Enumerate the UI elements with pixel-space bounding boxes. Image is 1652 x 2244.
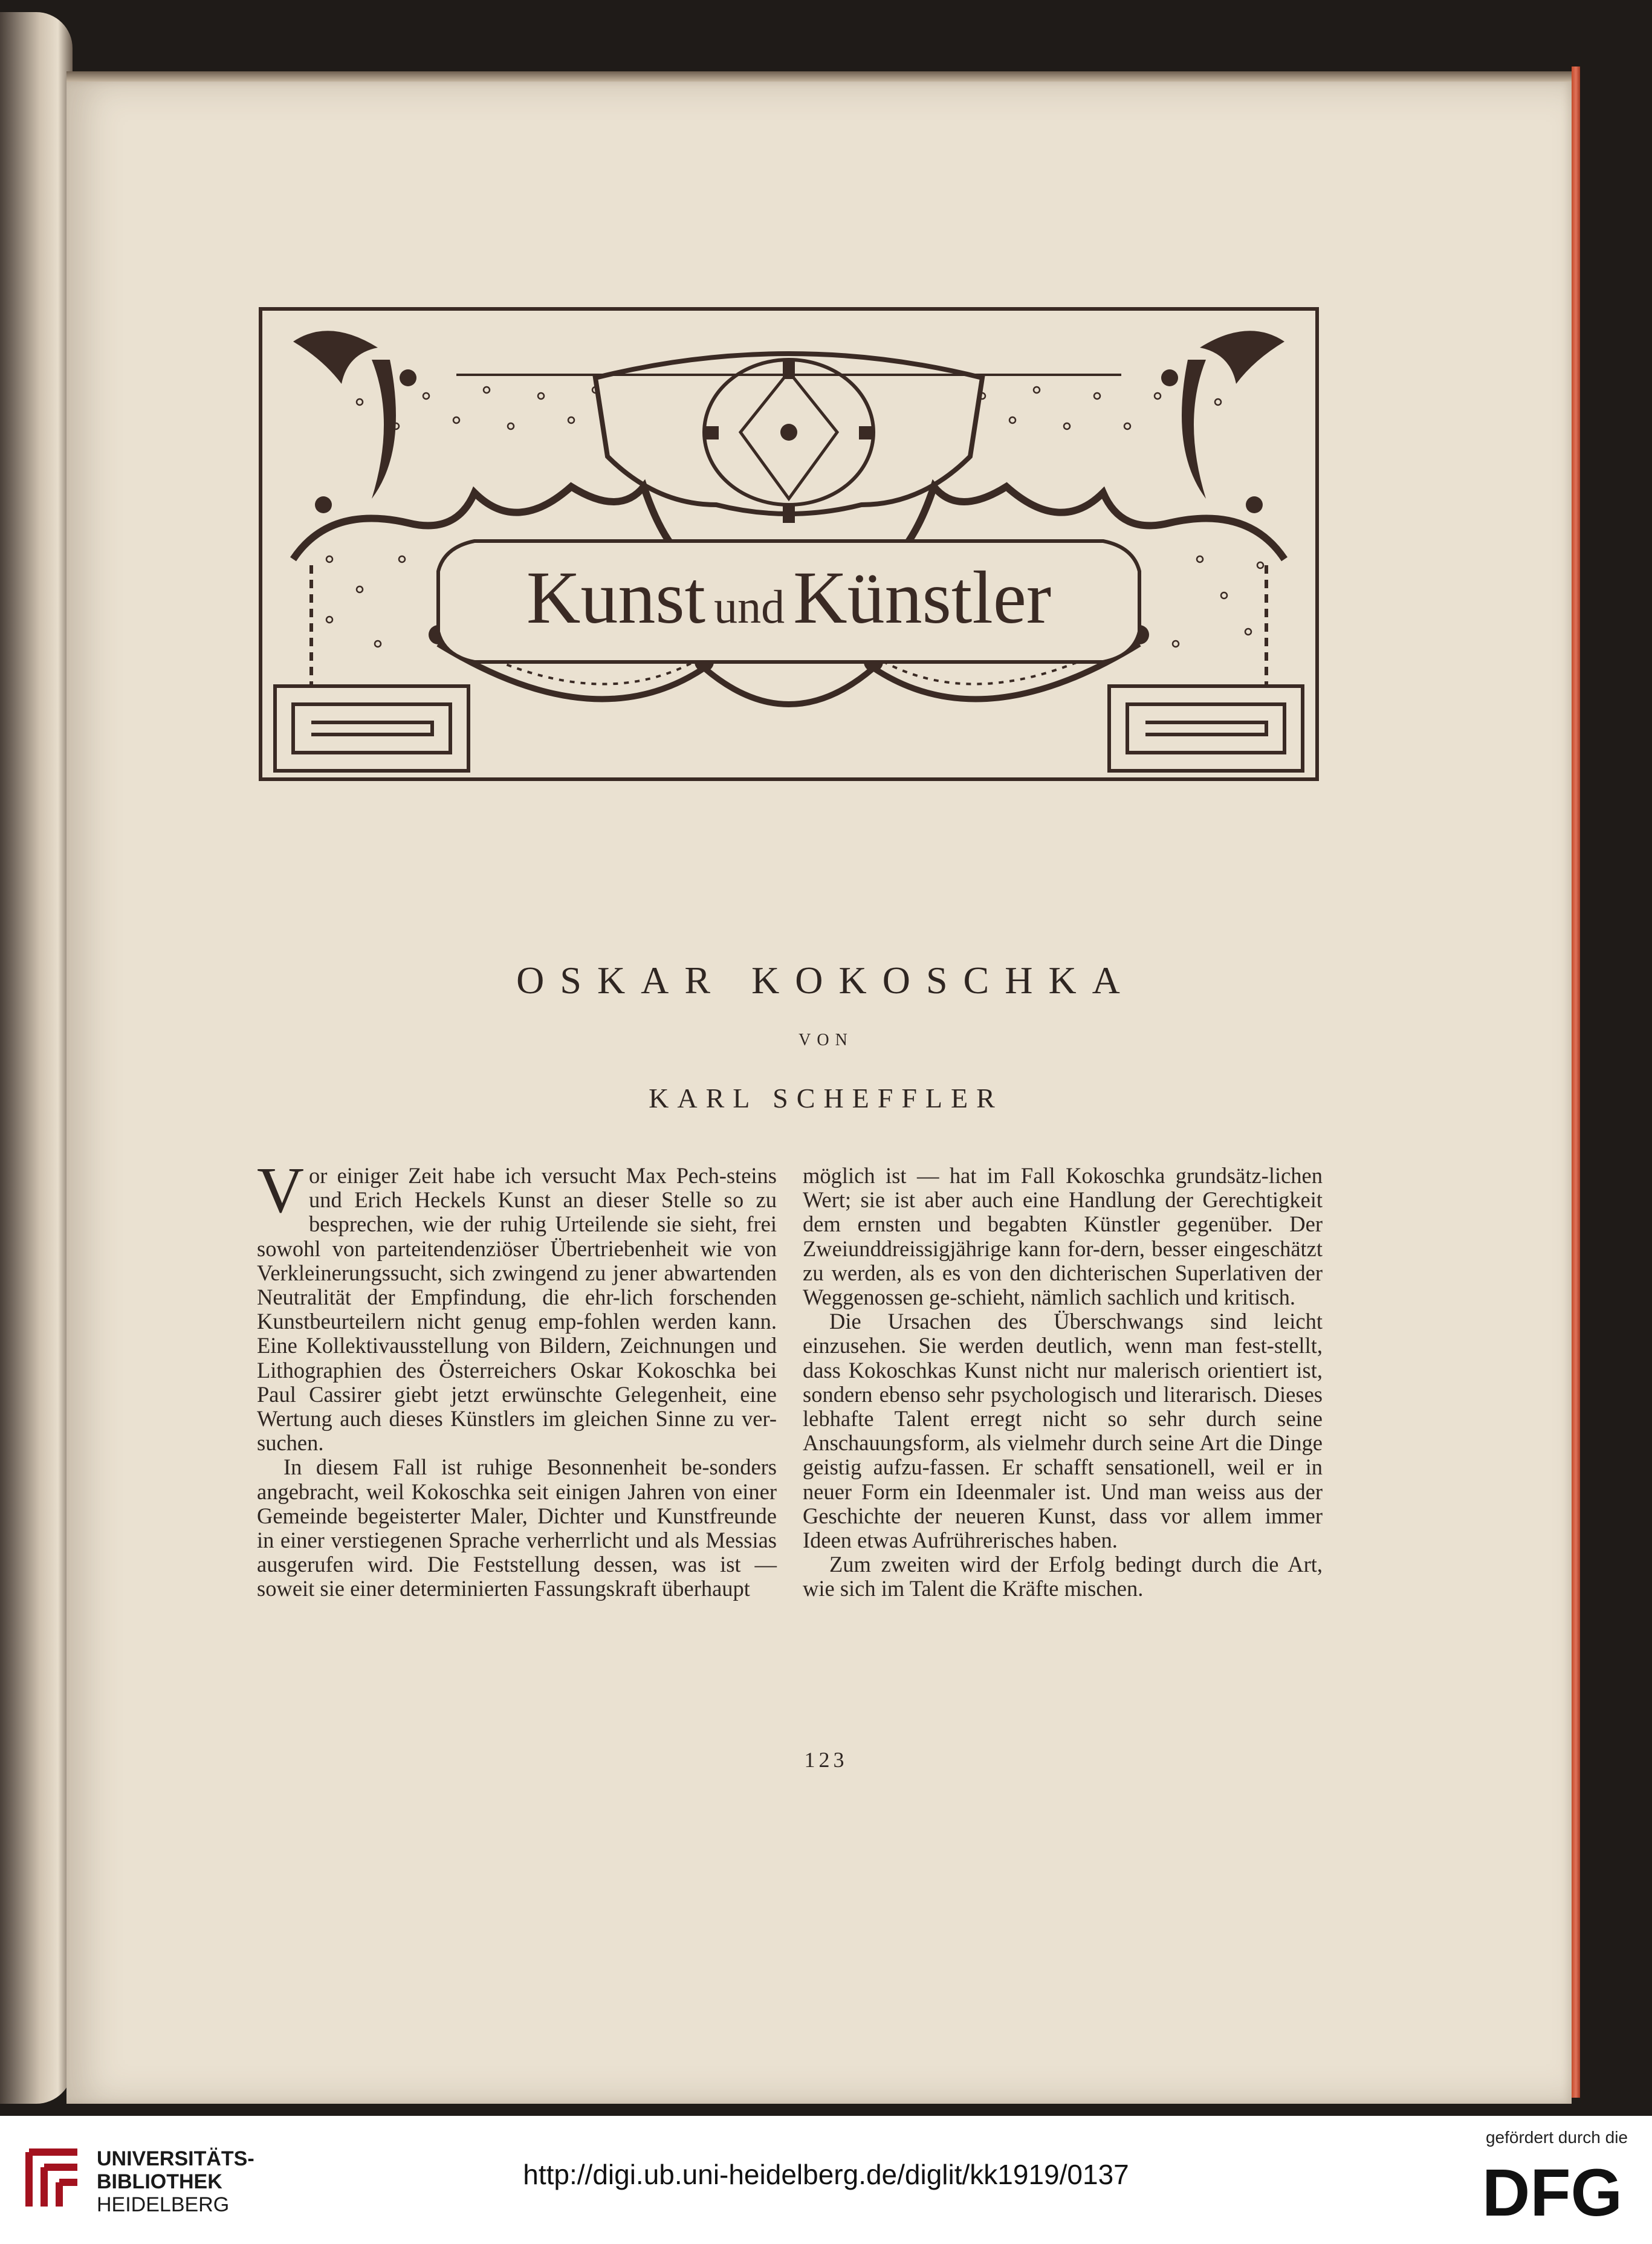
text-column-right bbox=[803, 1164, 1323, 1601]
article-author: KARL SCHEFFLER bbox=[649, 1083, 1003, 1114]
byline-word: VON bbox=[798, 1031, 854, 1049]
masthead-title: Kunst und Künstler bbox=[526, 556, 1052, 639]
permalink-url[interactable]: http://digi.ub.uni-heidelberg.de/diglit/kk1919/0137 bbox=[523, 2159, 1129, 2190]
footer-bar bbox=[0, 2116, 1652, 2244]
paragraph: Zum zweiten wird der Erfolg bedingt durch die Art, wie sich im Talent die Kräfte mischen. bbox=[803, 1552, 1323, 1601]
paragraph: Die Ursachen des Überschwangs sind leicht einzusehen. Sie werden deutlich, wenn man fest-stellt, dass Kokoschkas Kunst nicht nur malerisch orientiert ist, sondern ebenso sehr psychologisch und literarisch. Dieses lebhafte Talent erregt nicht so sehr durch seine Anschauungsform, als vielmehr durch seine Art die Dinge geistig aufzu-fassen. Er schafft sensationell, weil er in neuer Form ein Ideenmaler ist. Und man weiss aus der Geschichte der neueren Kunst, dass vor allem immer Ideen etwas Aufrührerisches haben. bbox=[803, 1309, 1323, 1553]
drop-cap: V bbox=[257, 1155, 304, 1227]
institution-name: UNIVERSITÄTS- BIBLIOTHEK HEIDELBERG bbox=[97, 2147, 254, 2216]
paragraph: möglich ist — hat im Fall Kokoschka grundsätz-lichen Wert; sie ist aber auch eine Handlung der Gerechtigkeit dem ernsten und begabten Künstler gegenüber. Der Zweiunddreissigjährige kann for-dern, besser eingeschätzt zu werden, als es von den dichterischen Superlativen der Weggenossen ge-schieht, nämlich sachlich und kritisch. bbox=[803, 1163, 1323, 1310]
page-top-edge bbox=[66, 71, 1578, 82]
svg-text:DFG: DFG bbox=[1482, 2158, 1623, 2225]
paragraph: Vor einiger Zeit habe ich versucht Max Pech-steins und Erich Heckels Kunst an dieser Stelle so zu besprechen, wie der ruhig Urteilende sie sieht, frei sowohl von parteitendenziöser Übertriebenheit wie von Verkleinerungssucht, sich zwingend zu jener abwartenden Neutralität der Empfindung, die ehr-lich forschenden Kunstbeurteilern nicht genug emp-fohlen werden kann. Eine Kollektivausstellung von Bildern, Zeichnungen und Lithographien des Österreichers Oskar Kokoschka bei Paul Cassirer giebt jetzt erwünschte Gelegenheit, eine Wertung auch dieses Künstlers im gleichen Sinne zu ver-suchen. bbox=[257, 1155, 777, 1456]
article-title: OSKAR KOKOSCHKA bbox=[516, 959, 1136, 1002]
dfg-logo-icon bbox=[1477, 2158, 1628, 2225]
masthead-ornament bbox=[257, 305, 1321, 783]
left-page-edge bbox=[0, 12, 73, 2104]
paragraph: In diesem Fall ist ruhige Besonnenheit be-sonders angebracht, weil Kokoschka seit einigen Jahren von einer Gemeinde begeisterter Maler, Dichter und Kunstfreunde in einer verstiegenen Sprache verherrlicht und als Messias ausgerufen wird. Die Feststellung dessen, was ist — soweit sie einer determinierten Fassungskraft überhaupt bbox=[257, 1454, 777, 1601]
page-number: 123 bbox=[804, 1748, 848, 1772]
funding-note: gefördert durch die bbox=[1485, 2128, 1628, 2147]
text-column-left bbox=[257, 1155, 777, 1601]
